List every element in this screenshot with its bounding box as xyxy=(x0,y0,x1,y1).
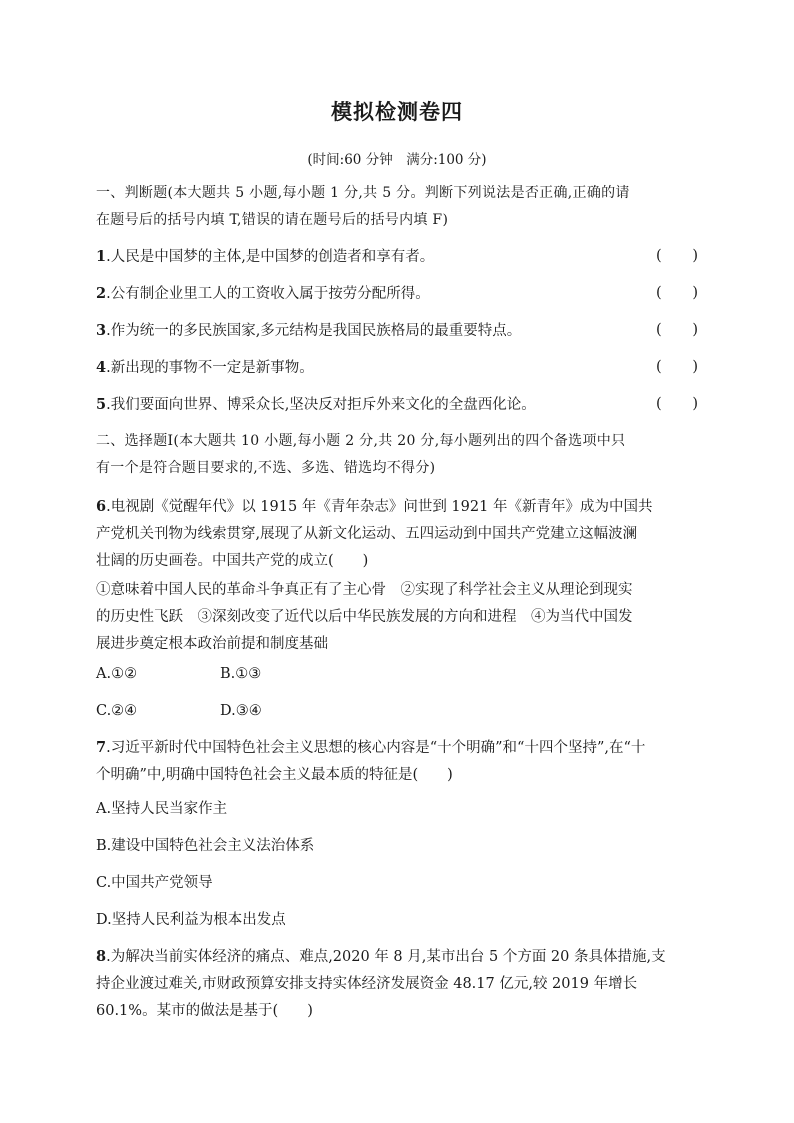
question-7-option-b: B.建设中国特色社会主义法治体系 xyxy=(96,838,315,854)
page-title: 模拟检测卷四 xyxy=(331,99,463,124)
question-number: 4 xyxy=(96,359,107,376)
question-text-line2: 产党机关刊物为线索贯穿,展现了从新文化运动、五四运动到中国共产党建立这幅波澜 xyxy=(96,526,638,542)
option-d: D.③④ xyxy=(220,703,262,719)
question-text-line3: 60.1%。某市的做法是基于( ) xyxy=(96,1003,313,1019)
question-text-line1: .电视剧《觉醒年代》以 1915 年《青年杂志》问世到 1921 年《新青年》成为中国共 xyxy=(106,499,653,515)
question-text-line1: .习近平新时代中国特色社会主义思想的核心内容是“十个明确”和“十四个坚持”,在“十 xyxy=(106,740,646,756)
question-text: .作为统一的多民族国家,多元结构是我国民族格局的最重要特点。 xyxy=(106,323,522,339)
option-c: C.②④ xyxy=(96,703,138,719)
answer-parentheses: ( ) xyxy=(656,396,698,412)
question-text: .我们要面向世界、博采众长,坚决反对拒斥外来文化的全盘西化论。 xyxy=(106,397,536,413)
question-text-line1: .为解决当前实体经济的痛点、难点,2020 年 8 月,某市出台 5 个方面 20 条具体措施,支 xyxy=(106,949,666,965)
section-2-heading-line2: 有一个是符合题目要求的,不选、多选、错选均不得分) xyxy=(96,460,436,476)
question-text-line2: 个明确”中,明确中国特色社会主义最本质的特征是( ) xyxy=(96,767,453,783)
question-number: 8 xyxy=(96,948,107,965)
question-text-line3: 壮阔的历史画卷。中国共产党的成立( ) xyxy=(96,553,369,569)
option-a: A.①② xyxy=(96,666,138,682)
question-4 xyxy=(96,354,698,381)
question-number: 1 xyxy=(96,248,107,265)
question-number: 7 xyxy=(96,739,107,756)
question-text: .人民是中国梦的主体,是中国梦的创造者和享有者。 xyxy=(106,249,435,265)
question-number: 6 xyxy=(96,498,107,515)
question-6 xyxy=(96,493,698,575)
question-7-option-d: D.坚持人民利益为根本出发点 xyxy=(96,912,286,928)
section-2-heading-line1: 二、选择题Ⅰ(本大题共 10 小题,每小题 2 分,共 20 分,每小题列出的四个备选项中只 xyxy=(96,433,626,449)
section-1-heading-line2: 在题号后的括号内填 T,错误的请在题号后的括号内填 F) xyxy=(96,212,449,228)
question-text: .新出现的事物不一定是新事物。 xyxy=(106,360,314,376)
answer-parentheses: ( ) xyxy=(656,285,698,301)
answer-parentheses: ( ) xyxy=(656,248,698,264)
question-text: .公有制企业里工人的工资收入属于按劳分配所得。 xyxy=(106,286,430,302)
answer-parentheses: ( ) xyxy=(656,359,698,375)
section-2-heading xyxy=(96,428,698,482)
option-b: B.①③ xyxy=(220,666,262,682)
statements-line2: 的历史性飞跃 ③深刻改变了近代以后中华民族发展的方向和进程 ④为当代中国发 xyxy=(96,609,633,625)
section-1-heading-line1: 一、判断题(本大题共 5 小题,每小题 1 分,共 5 分。判断下列说法是否正确,正确的请 xyxy=(96,185,630,201)
question-2 xyxy=(96,280,698,307)
question-5 xyxy=(96,391,698,418)
question-number: 3 xyxy=(96,322,107,339)
question-1 xyxy=(96,243,698,270)
exam-time-score: (时间:60 分钟 满分:100 分) xyxy=(307,152,487,168)
question-7-option-c: C.中国共产党领导 xyxy=(96,875,213,891)
answer-parentheses: ( ) xyxy=(656,322,698,338)
question-3 xyxy=(96,317,698,344)
statements-line1: ①意味着中国人民的革命斗争真正有了主心骨 ②实现了科学社会主义从理论到现实 xyxy=(96,582,633,598)
question-7 xyxy=(96,734,698,789)
statements-line3: 展进步奠定根本政治前提和制度基础 xyxy=(96,636,328,652)
question-7-option-a: A.坚持人民当家作主 xyxy=(96,801,228,817)
question-number: 5 xyxy=(96,396,107,413)
question-6-statements xyxy=(96,577,698,658)
question-text-line2: 持企业渡过难关,市财政预算安排支持实体经济发展资金 48.17 亿元,较 2019 年增长 xyxy=(96,976,638,992)
question-number: 2 xyxy=(96,285,107,302)
section-1-heading xyxy=(96,180,698,234)
question-8 xyxy=(96,943,698,1025)
